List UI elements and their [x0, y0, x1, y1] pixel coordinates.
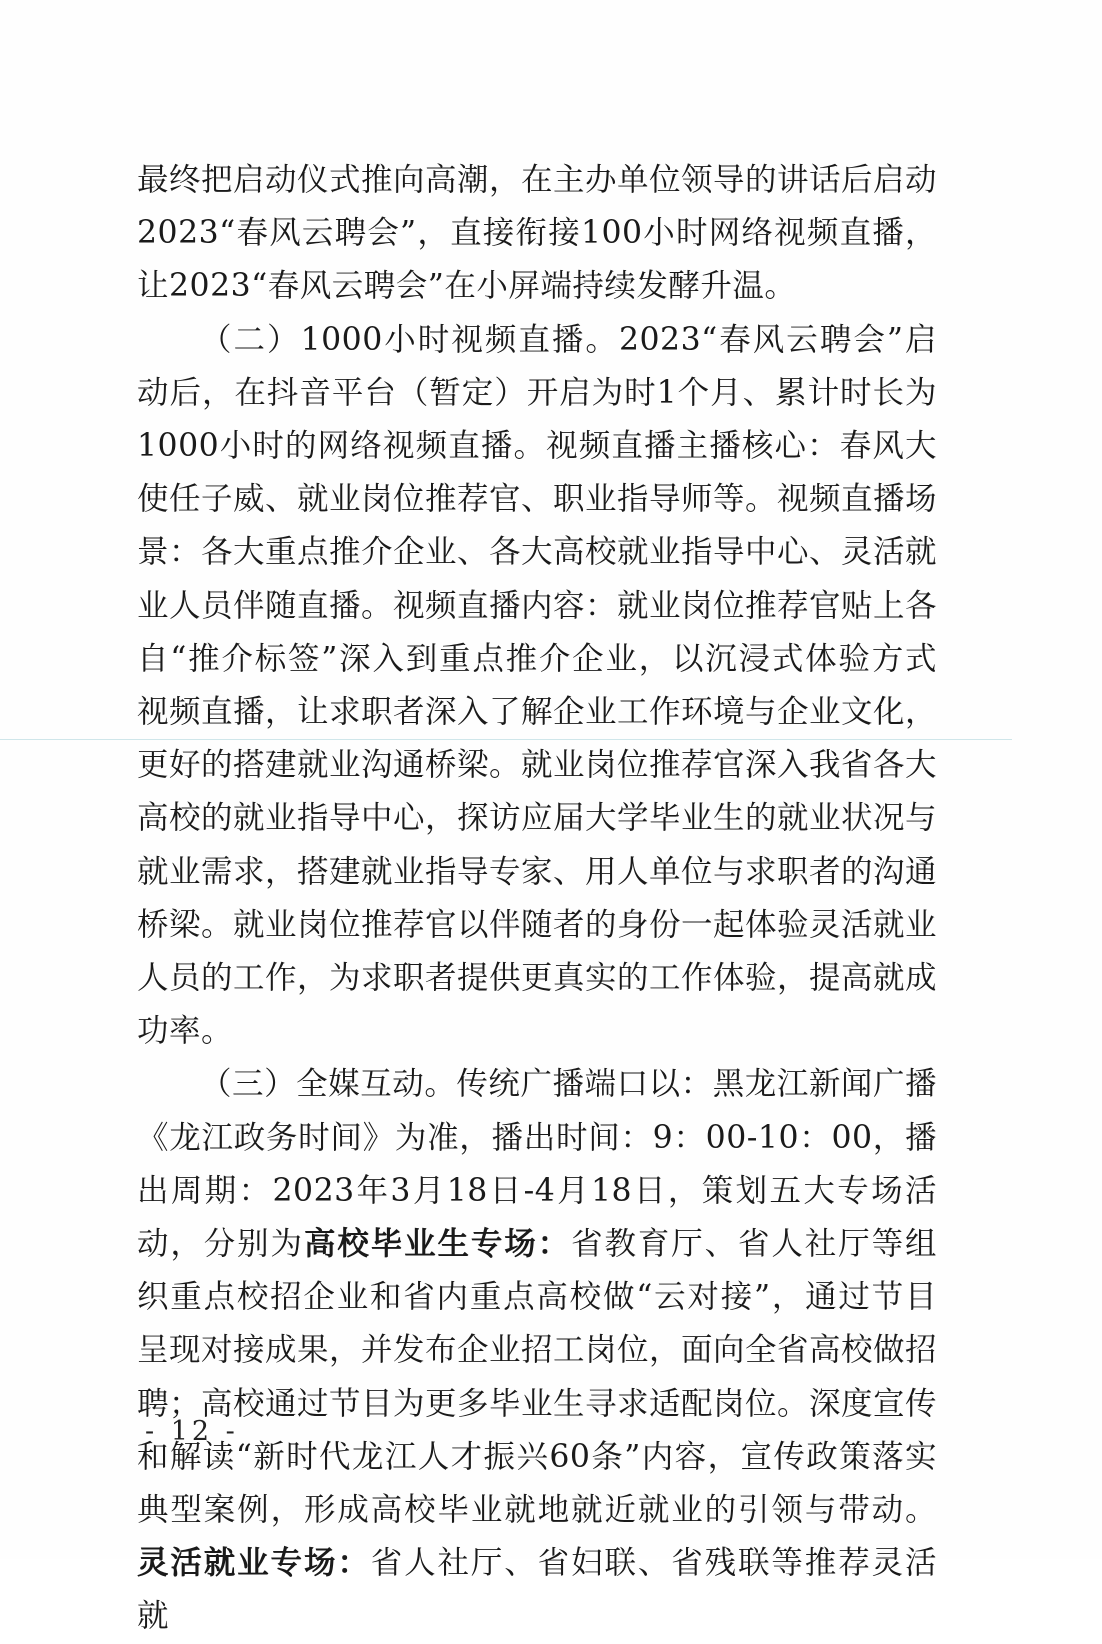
paragraph-text: （二）1000小时视频直播。2023“春风云聘会”启动后，在抖音平台（暂定）开启为时1个月、累计时长为1000小时的网络视频直播。视频直播主播核心：春风大使任子威、就业岗位推荐官、职业指导师等。视频直播场景：各大重点推介企业、各大高校就业指导中心、灵活就业人员伴随直播。视频直播内容：就业岗位推荐官贴上各自“推介标签”深入到重点推介企业，以沉浸式体验方式视频直播，让求职者深入了解企业工作环境与企业文化，更好的搭建就业沟通桥梁。就业岗位推荐官深入我省各大高校的就业指导中心，探访应届大学毕业生的就业状况与就业需求，搭建就业指导专家、用人单位与求职者的沟通桥梁。就业岗位推荐官以伴随者的身份一起体验灵活就业人员的工作，为求职者提供更真实的工作体验，提高就成功率。	[137, 321, 938, 1050]
paragraph-text: 最终把启动仪式推向高潮，在主办单位领导的讲话后启动2023“春风云聘会”，直接衔接100小时网络视频直播，让2023“春风云聘会”在小屏端持续发酵升温。	[137, 162, 938, 305]
bold-heading-text: 高校毕业生专场：	[303, 1226, 572, 1263]
page-number: - 12 -	[145, 1416, 239, 1447]
bold-heading-text: 灵活就业专场：	[137, 1545, 371, 1582]
paragraph	[137, 154, 937, 314]
paragraph-text: 省人社厅、省妇联、省残联等推荐灵活就	[137, 1545, 937, 1635]
paragraph-text: 省教育厅、省人社厅等组织重点校招企业和省内重点高校做“云对接”，通过节目呈现对接成果，并发布企业招工岗位，面向全省高校做招聘；高校通过节目为更多毕业生寻求适配岗位。深度宣传和解读“新时代龙江人才振兴60条”内容，宣传政策落实典型案例，形成高校毕业就地就近就业的引领与带动。	[137, 1226, 938, 1529]
document-body	[137, 154, 937, 1644]
paragraph	[137, 314, 937, 1059]
paragraph	[137, 1058, 937, 1643]
paragraph-text: （三）全媒互动。传统广播端口以：黑龙江新闻广播《龙江政务时间》为准，播出时间：9：00-10：00，播出周期：2023年3月18日-4月18日，策划五大专场活动，分别为	[137, 1066, 937, 1263]
